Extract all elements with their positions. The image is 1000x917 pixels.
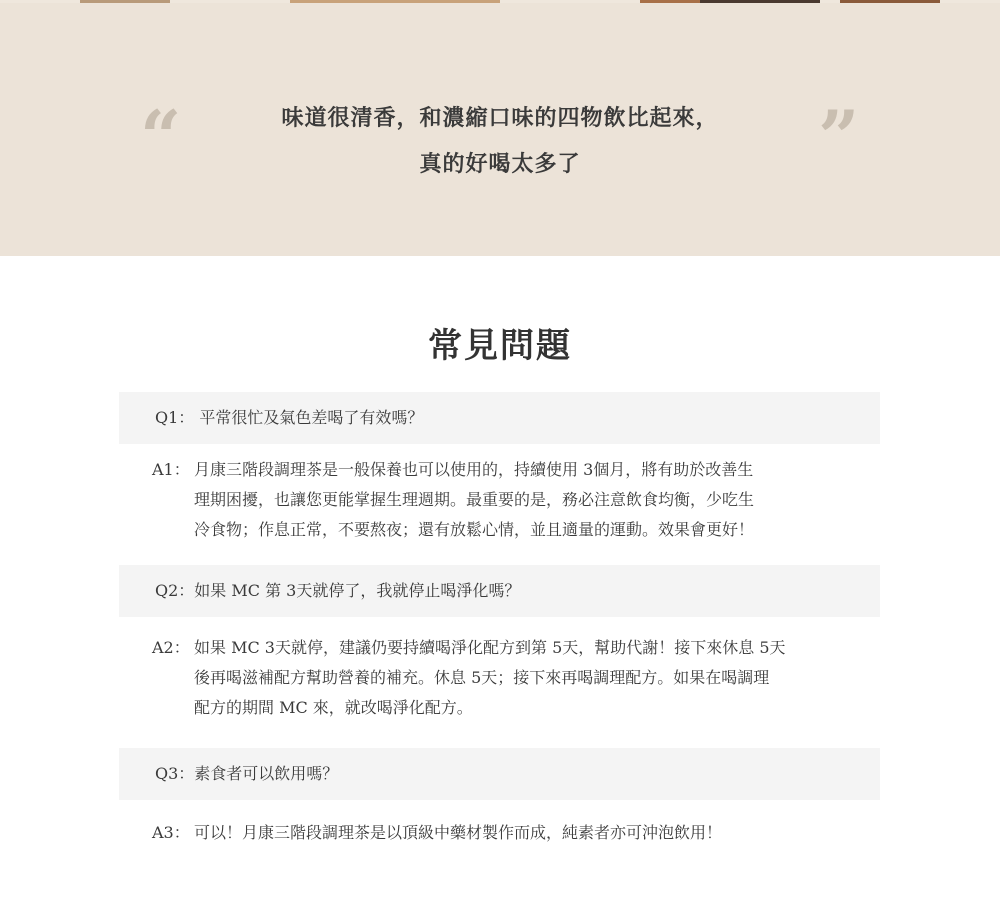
faq-question-3 xyxy=(119,748,880,800)
answer-line: 可以！月康三階段調理茶是以頂級中藥材製作而成，純素者亦可沖泡飲用！ xyxy=(194,823,723,842)
answer-line: 後再喝滋補配方幫助營養的補充。休息 5天；接下來再喝調理配方。如果在喝調理 xyxy=(194,668,770,687)
answer-line: 理期困擾，也讓您更能掌握生理週期。最重要的是，務必注意飲食均衡，少吃生 xyxy=(194,490,755,509)
answer-label: A1： xyxy=(152,460,190,479)
question-text: Q3：素食者可以飲用嗎？ xyxy=(155,764,339,783)
faq-question-2 xyxy=(119,565,880,617)
answer-line: 冷食物；作息正常，不要熬夜；還有放鬆心情，並且適量的運動。效果會更好！ xyxy=(194,520,755,539)
question-text: Q1： 平常很忙及氣色差喝了有效嗎？ xyxy=(155,408,424,427)
testimonial-line-2: 真的好喝太多了 xyxy=(419,151,581,177)
answer-line: 如果 MC 3天就停，建議仍要持續喝淨化配方到第 5天，幫助代謝！接下來休息 5天 xyxy=(194,638,786,657)
close-quote-icon: ” xyxy=(818,94,860,179)
answer-label: A3： xyxy=(152,823,190,842)
answer-line: 配方的期間 MC 來，就改喝淨化配方。 xyxy=(194,698,473,717)
testimonial-line-1: 味道很清香，和濃縮口味的四物飲比起來， xyxy=(281,105,719,131)
testimonial-banner xyxy=(0,3,1000,256)
answer-label: A2： xyxy=(152,638,190,657)
faq-question-1 xyxy=(119,392,880,444)
answer-line: 月康三階段調理茶是一般保養也可以使用的，持續使用 3個月，將有助於改善生 xyxy=(194,460,754,479)
open-quote-icon: “ xyxy=(140,94,182,179)
faq-title: 常見問題 xyxy=(428,326,572,366)
question-text: Q2：如果 MC 第 3天就停了，我就停止喝淨化嗎？ xyxy=(155,581,521,600)
